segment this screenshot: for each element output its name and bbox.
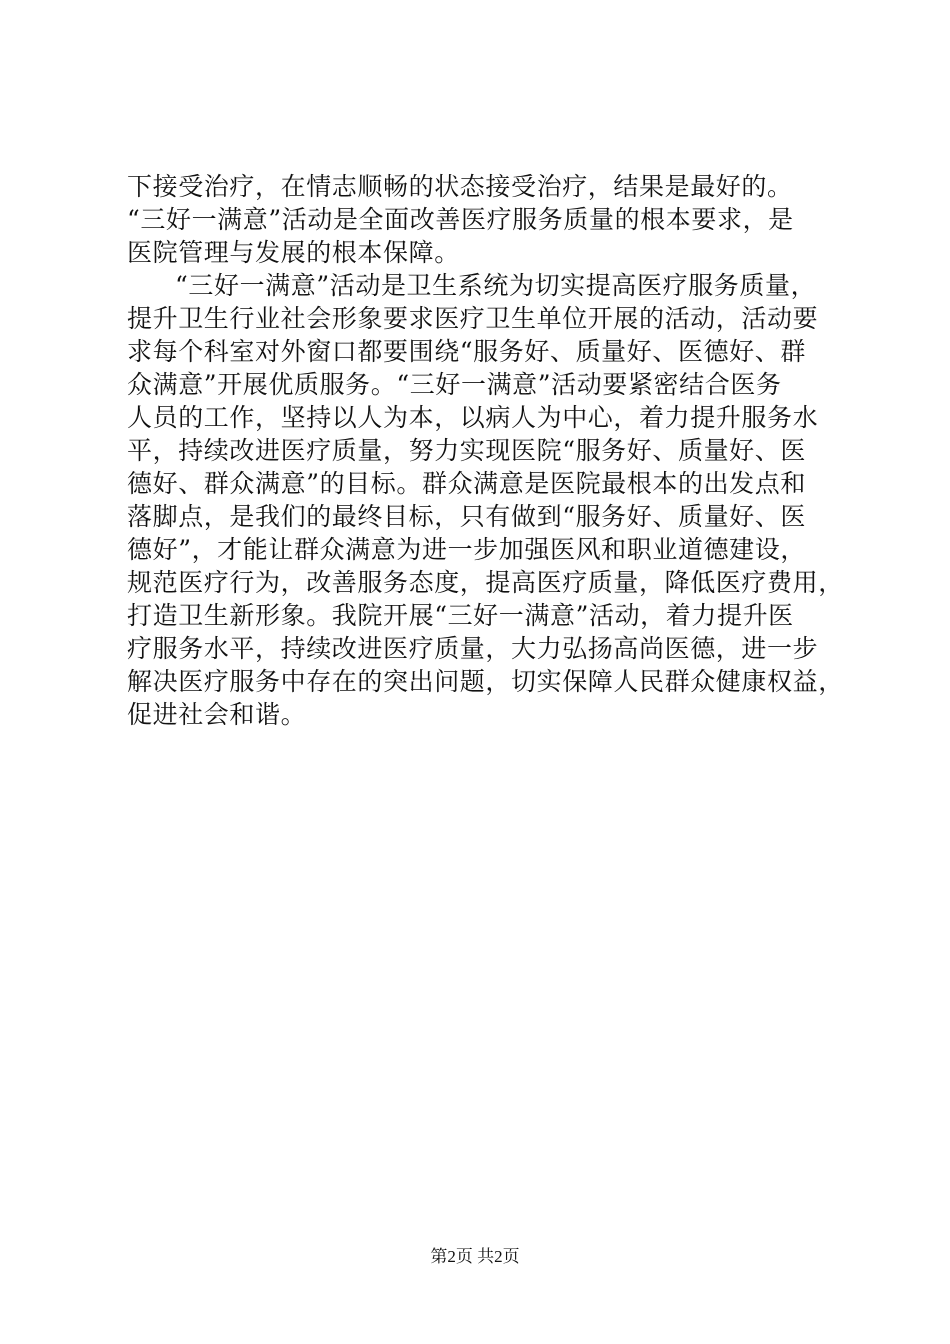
text-line: 平，持续改进医疗质量，努力实现医院“服务好、质量好、医 (127, 436, 806, 465)
text-line: 解决医疗服务中存在的突出问题，切实保障人民群众健康权益， (127, 667, 844, 696)
text-line: 下接受治疗，在情志顺畅的状态接受治疗，结果是最好的。 (127, 172, 793, 201)
text-line: 求每个科室对外窗口都要围绕“服务好、质量好、医德好、群 (127, 337, 806, 366)
text-line: 落脚点，是我们的最终目标，只有做到“服务好、质量好、医 (127, 502, 806, 531)
text-line: 医院管理与发展的根本保障。 (127, 238, 460, 267)
paragraph-first-line: “三好一满意”活动是卫生系统为切实提高医疗服务质量， (175, 271, 817, 300)
text-line: 疗服务水平，持续改进医疗质量，大力弘扬高尚医德，进一步 (127, 634, 819, 663)
text-line: 德好、群众满意”的目标。群众满意是医院最根本的出发点和 (127, 469, 806, 498)
text-line: 德好”，才能让群众满意为进一步加强医风和职业道德建设， (127, 535, 806, 564)
text-line: 打造卫生新形象。我院开展“三好一满意”活动，着力提升医 (127, 601, 794, 630)
text-line: 促进社会和谐。 (127, 700, 307, 729)
text-line: 众满意”开展优质服务。“三好一满意”活动要紧密结合医务 (127, 370, 782, 399)
text-line: “三好一满意”活动是全面改善医疗服务质量的根本要求，是 (127, 205, 794, 234)
text-line: 提升卫生行业社会形象要求医疗卫生单位开展的活动，活动要 (127, 304, 819, 333)
text-line: 人员的工作，坚持以人为本，以病人为中心，着力提升服务水 (127, 403, 819, 432)
body-text (127, 170, 844, 731)
text-line: 规范医疗行为，改善服务态度，提高医疗质量，降低医疗费用， (127, 568, 844, 597)
page-number-footer: 第2页 共2页 (430, 1247, 520, 1266)
